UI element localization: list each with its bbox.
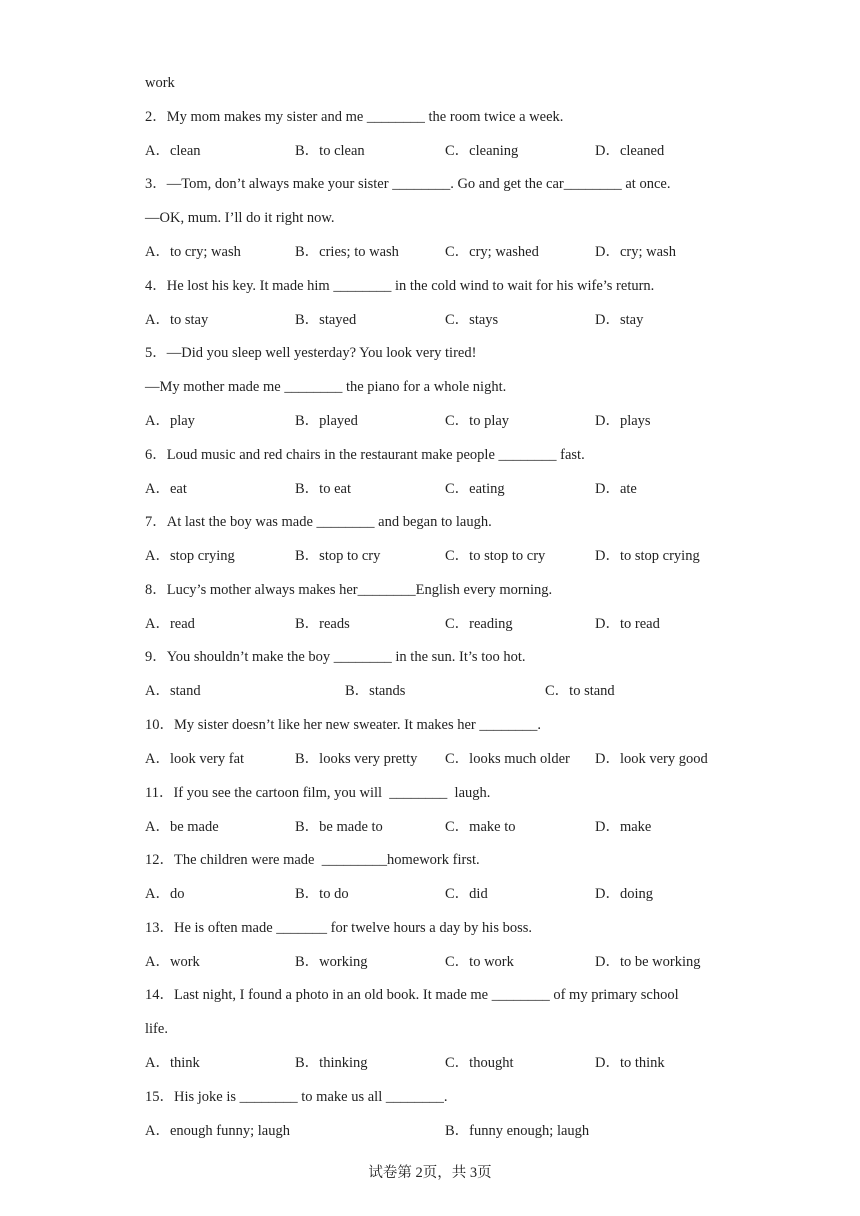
option-a: A．stop crying: [145, 548, 235, 564]
option-a: A．read: [145, 616, 195, 632]
option-c: C．thought: [445, 1055, 514, 1071]
option-a: A．enough funny; laugh: [145, 1123, 290, 1139]
option-b: B．to do: [295, 886, 349, 902]
page-footer: 试卷第 2页，共 3页: [368, 1165, 492, 1181]
option-d: D．look very good: [595, 751, 708, 767]
option-b: B．working: [295, 954, 368, 970]
option-a: A．look very fat: [145, 751, 245, 767]
question-14-cont: life.: [145, 1021, 168, 1037]
option-d: D．doing: [595, 886, 653, 902]
question-11: 11．If you see the cartoon film, you will ________ laugh.: [145, 785, 491, 801]
question-2: 2．My mom makes my sister and me ________ the room twice a week.: [145, 109, 564, 125]
option-d: D．to think: [595, 1055, 665, 1071]
option-c: C．cleaning: [445, 143, 519, 159]
question-6: 6．Loud music and red chairs in the restaurant make people ________ fast.: [145, 447, 585, 463]
option-c: C．looks much older: [445, 751, 570, 767]
option-b: B．funny enough; laugh: [445, 1123, 590, 1139]
option-d: D．plays: [595, 413, 651, 429]
question-10: 10．My sister doesn’t like her new sweater. It makes her ________.: [145, 717, 541, 733]
option-a: A．eat: [145, 481, 187, 497]
question-5-reply: —My mother made me ________ the piano for a whole night.: [145, 379, 507, 395]
option-c: C．to stand: [545, 683, 615, 699]
option-c: C．did: [445, 886, 488, 902]
option-c: C．to stop to cry: [445, 548, 546, 564]
question-5: 5．—Did you sleep well yesterday? You look very tired!: [145, 345, 477, 361]
option-c: C．to play: [445, 413, 510, 429]
option-d: D．make: [595, 819, 652, 835]
question-15: 15．His joke is ________ to make us all ________.: [145, 1089, 448, 1105]
option-a: A．clean: [145, 143, 201, 159]
option-b: B．to eat: [295, 481, 351, 497]
option-c: C．to work: [445, 954, 514, 970]
option-a: A．to stay: [145, 312, 209, 328]
option-c: C．make to: [445, 819, 516, 835]
option-c: C．stays: [445, 312, 499, 328]
question-3-reply: —OK, mum. I’ll do it right now.: [145, 210, 335, 226]
option-d: D．cleaned: [595, 143, 665, 159]
option-b: B．to clean: [295, 143, 365, 159]
question-7: 7．At last the boy was made ________ and began to laugh.: [145, 514, 492, 530]
option-b: B．played: [295, 413, 358, 429]
option-b: B．be made to: [295, 819, 383, 835]
question-12: 12．The children were made _________homework first.: [145, 852, 480, 868]
option-b: B．looks very pretty: [295, 751, 418, 767]
option-d: D．ate: [595, 481, 637, 497]
option-c: C．eating: [445, 481, 505, 497]
option-c: C．cry; washed: [445, 244, 539, 260]
question-14: 14．Last night, I found a photo in an old book. It made me ________ of my primary school: [145, 987, 679, 1003]
option-a: A．to cry; wash: [145, 244, 241, 260]
option-d: D．to stop crying: [595, 548, 700, 564]
option-a: A．do: [145, 886, 185, 902]
option-a: A．stand: [145, 683, 201, 699]
option-d: D．to be working: [595, 954, 701, 970]
option-a: A．think: [145, 1055, 200, 1071]
option-b: B．thinking: [295, 1055, 368, 1071]
continued-text: work: [145, 75, 175, 91]
option-b: B．cries; to wash: [295, 244, 399, 260]
question-3: 3．—Tom, don’t always make your sister ________. Go and get the car________ at once.: [145, 176, 671, 192]
question-8: 8．Lucy’s mother always makes her________English every morning.: [145, 582, 553, 598]
option-b: B．stayed: [295, 312, 357, 328]
option-d: D．cry; wash: [595, 244, 676, 260]
option-d: D．stay: [595, 312, 644, 328]
question-4: 4．He lost his key. It made him ________ in the cold wind to wait for his wife’s return.: [145, 278, 655, 294]
question-9: 9．You shouldn’t make the boy ________ in the sun. It’s too hot.: [145, 649, 526, 665]
option-b: B．reads: [295, 616, 350, 632]
option-c: C．reading: [445, 616, 513, 632]
option-a: A．play: [145, 413, 195, 429]
option-a: A．work: [145, 954, 200, 970]
option-b: B．stop to cry: [295, 548, 381, 564]
option-d: D．to read: [595, 616, 660, 632]
option-b: B．stands: [345, 683, 406, 699]
question-13: 13．He is often made _______ for twelve hours a day by his boss.: [145, 920, 533, 936]
option-a: A．be made: [145, 819, 219, 835]
